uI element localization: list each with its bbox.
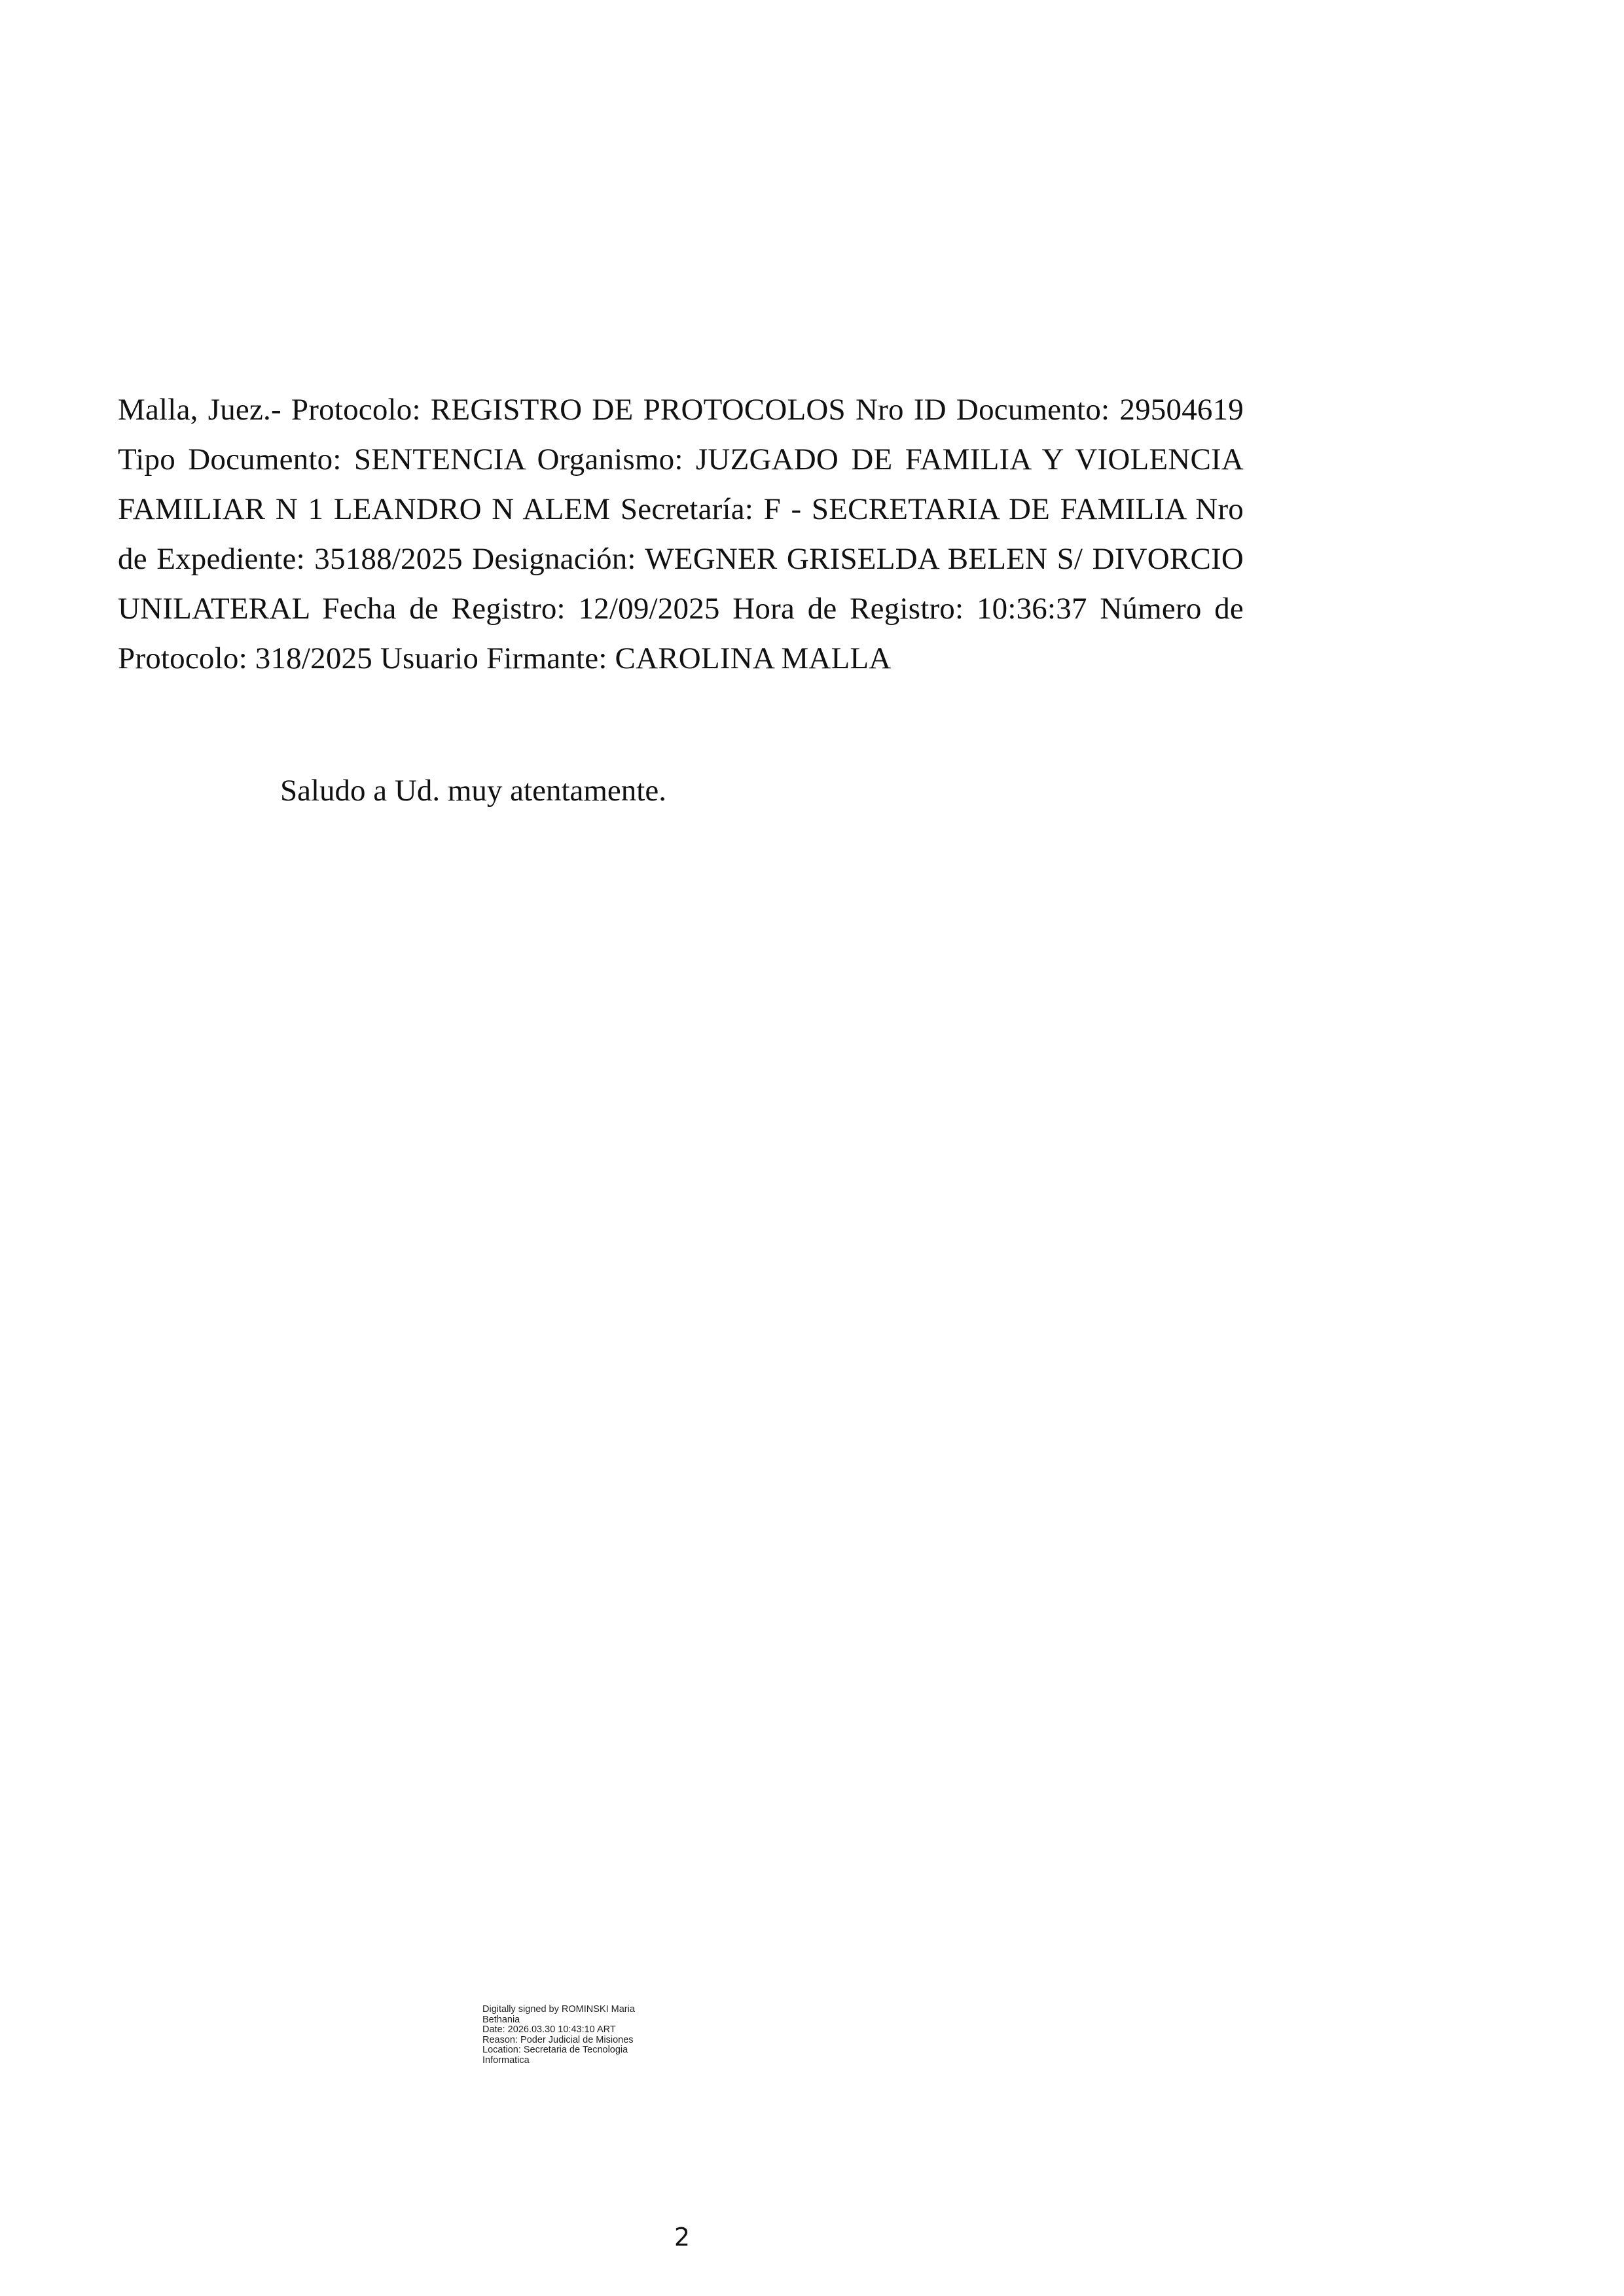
digital-signature-stamp <box>482 2005 757 2066</box>
signature-line: Location: Secretaria de Tecnologia <box>482 2045 628 2055</box>
signature-line: Bethania <box>482 2014 520 2025</box>
signature-line: Digitally signed by ROMINSKI Maria <box>482 2004 635 2015</box>
page-number: 2 <box>674 2223 691 2251</box>
signature-line: Date: 2026.03.30 10:43:10 ART <box>482 2024 616 2035</box>
closing-salutation: Saludo a Ud. muy atentamente. <box>280 774 666 808</box>
signature-line: Informatica <box>482 2054 530 2066</box>
protocol-paragraph: Malla, Juez.- Protocolo: REGISTRO DE PROTOCOLOS Nro ID Documento: 29504619 Tipo Documento: SENTENCIA Organismo: JUZGADO DE FAMILIA Y VIOLENCIA FAMILIAR N 1 LEANDRO N ALEM Secretaría: F - SECRETARIA DE FAMILIA Nro de Expediente: 35188/2025 Designación: WEGNER GRISELDA BELEN S/ DIVORCIO UNILATERAL Fecha de Registro: 12/09/2025 Hora de Registro: 10:36:37 Número de Protocolo: 318/2025 Usuario Firmante: CAROLINA MALLA <box>118 393 1244 675</box>
signature-line: Reason: Poder Judicial de Misiones <box>482 2034 634 2045</box>
